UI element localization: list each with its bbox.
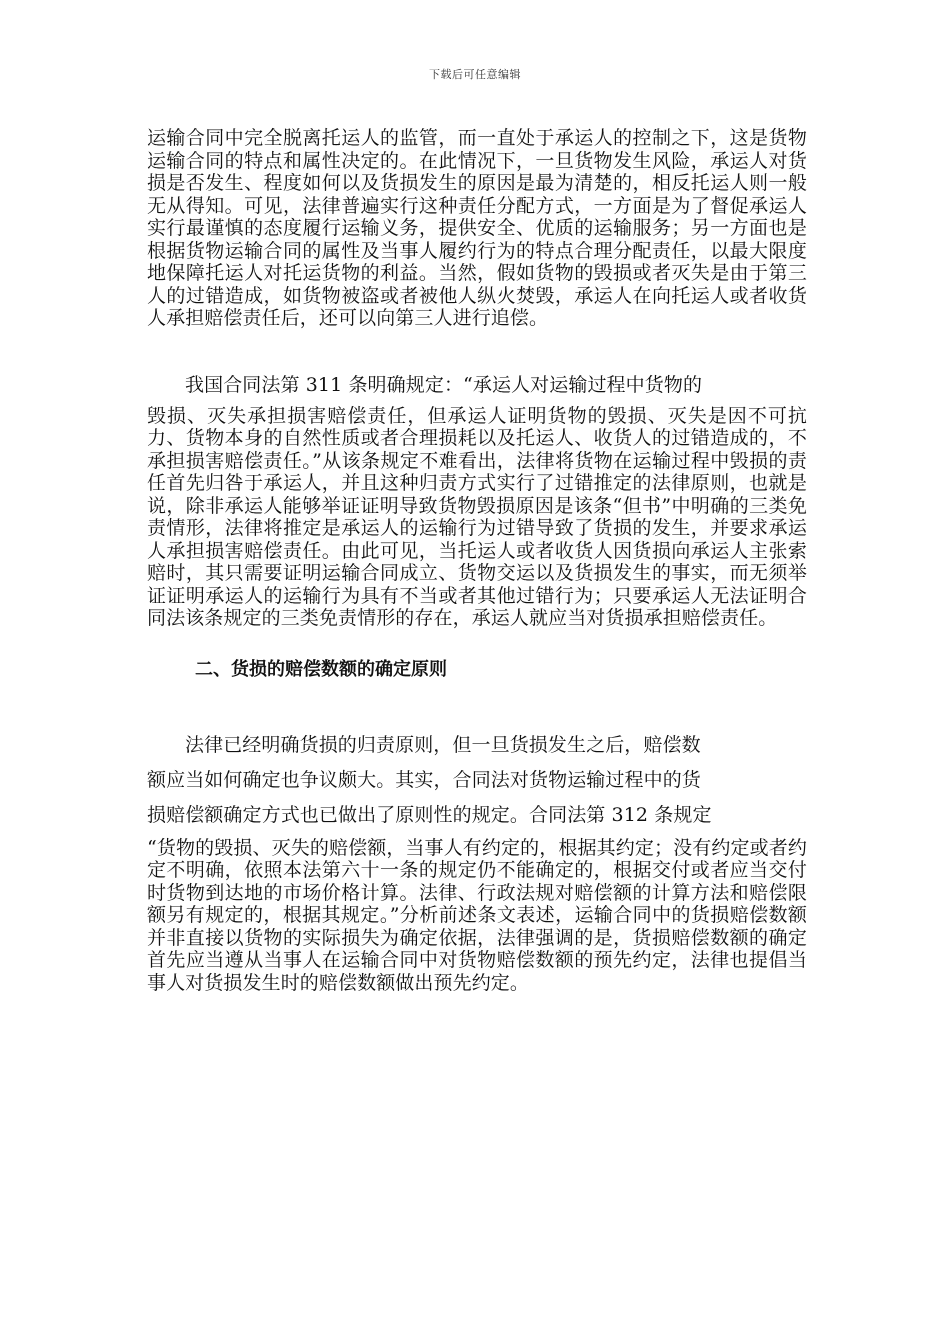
paragraph-article-312-body: “货物的毁损、灭失的赔偿额，当事人有约定的，根据其约定；没有约定或者约定不明确，依照本法第六十一条的规定仍不能确定的，根据交付或者应当交付时货物到达地的市场价格计算。法律、行政法规对赔偿额的计算方法和赔偿限额另有规定的，根据其规定。”分析前述条文表述，运输合同中的货损赔偿数额并非直接以货物的实际损失为确定依据，法律强调的是，货损赔偿数额的确定首先应当遵从当事人在运输合同中对货物赔偿数额的预先约定，法律也提倡当事人对货损发生时的赔偿数额做出预先约定。 [147, 836, 807, 994]
paragraph-article-311 [147, 365, 807, 630]
section-heading: 二、货损的赔偿数额的确定原则 [195, 658, 447, 680]
paragraph-compensation-amount [147, 728, 807, 995]
paragraph-compensation-line-2: 额应当如何确定也争议颇大。其实，合同法对货物运输过程中的货 [147, 768, 701, 791]
paragraph-article-311-first-line: 我国合同法第 311 条明确规定：“承运人对运输过程中货物的 [185, 373, 703, 396]
paragraph-compensation-line-3: 损赔偿额确定方式也已做出了原则性的规定。合同法第 312 条规定 [147, 803, 712, 826]
paragraph-article-311-body: 毁损、灭失承担损害赔偿责任，但承运人证明货物的毁损、灭失是因不可抗力、货物本身的自然性质或者合理损耗以及托运人、收货人的过错造成的，不承担损害赔偿责任。”从该条规定不难看出，法律将货物在运输过程中毁损的责任首先归咎于承运人，并且这种归责方式实行了过错推定的法律原则，也就是说，除非承运人能够举证证明导致货物毁损原因是该条“但书”中明确的三类免责情形，法律将推定是承运人的运输行为过错导致了货损的发生，并要求承运人承担损害赔偿责任。由此可见，当托运人或者收货人因货损向承运人主张索赔时，其只需要证明运输合同成立、货物交运以及货损发生的事实，而无须举证证明承运人的运输行为具有不当或者其他过错行为；只要承运人无法证明合同法该条规定的三类免责情形的存在，承运人就应当对货损承担赔偿责任。 [147, 404, 807, 629]
page-header: 下载后可任意编辑 [429, 68, 521, 81]
document-body [147, 127, 807, 994]
paragraph-compensation-line-1: 法律已经明确货损的归责原则，但一旦货损发生之后，赔偿数 [185, 733, 701, 756]
paragraph-carrier-liability: 运输合同中完全脱离托运人的监管，而一直处于承运人的控制之下，这是货物运输合同的特点和属性决定的。在此情况下，一旦货物发生风险，承运人对货损是否发生、程度如何以及货损发生的原因是最为清楚的，相反托运人则一般无从得知。可见，法律普遍实行这种责任分配方式，一方面是为了督促承运人实行最谨慎的态度履行运输义务，提供安全、优质的运输服务；另一方面也是根据货物运输合同的属性及当事人履约行为的特点合理分配责任，以最大限度地保障托运人对托运货物的利益。当然，假如货物的毁损或者灭失是由于第三人的过错造成，如货物被盗或者被他人纵火焚毁，承运人在向托运人或者收货人承担赔偿责任后，还可以向第三人进行追偿。 [147, 127, 807, 329]
